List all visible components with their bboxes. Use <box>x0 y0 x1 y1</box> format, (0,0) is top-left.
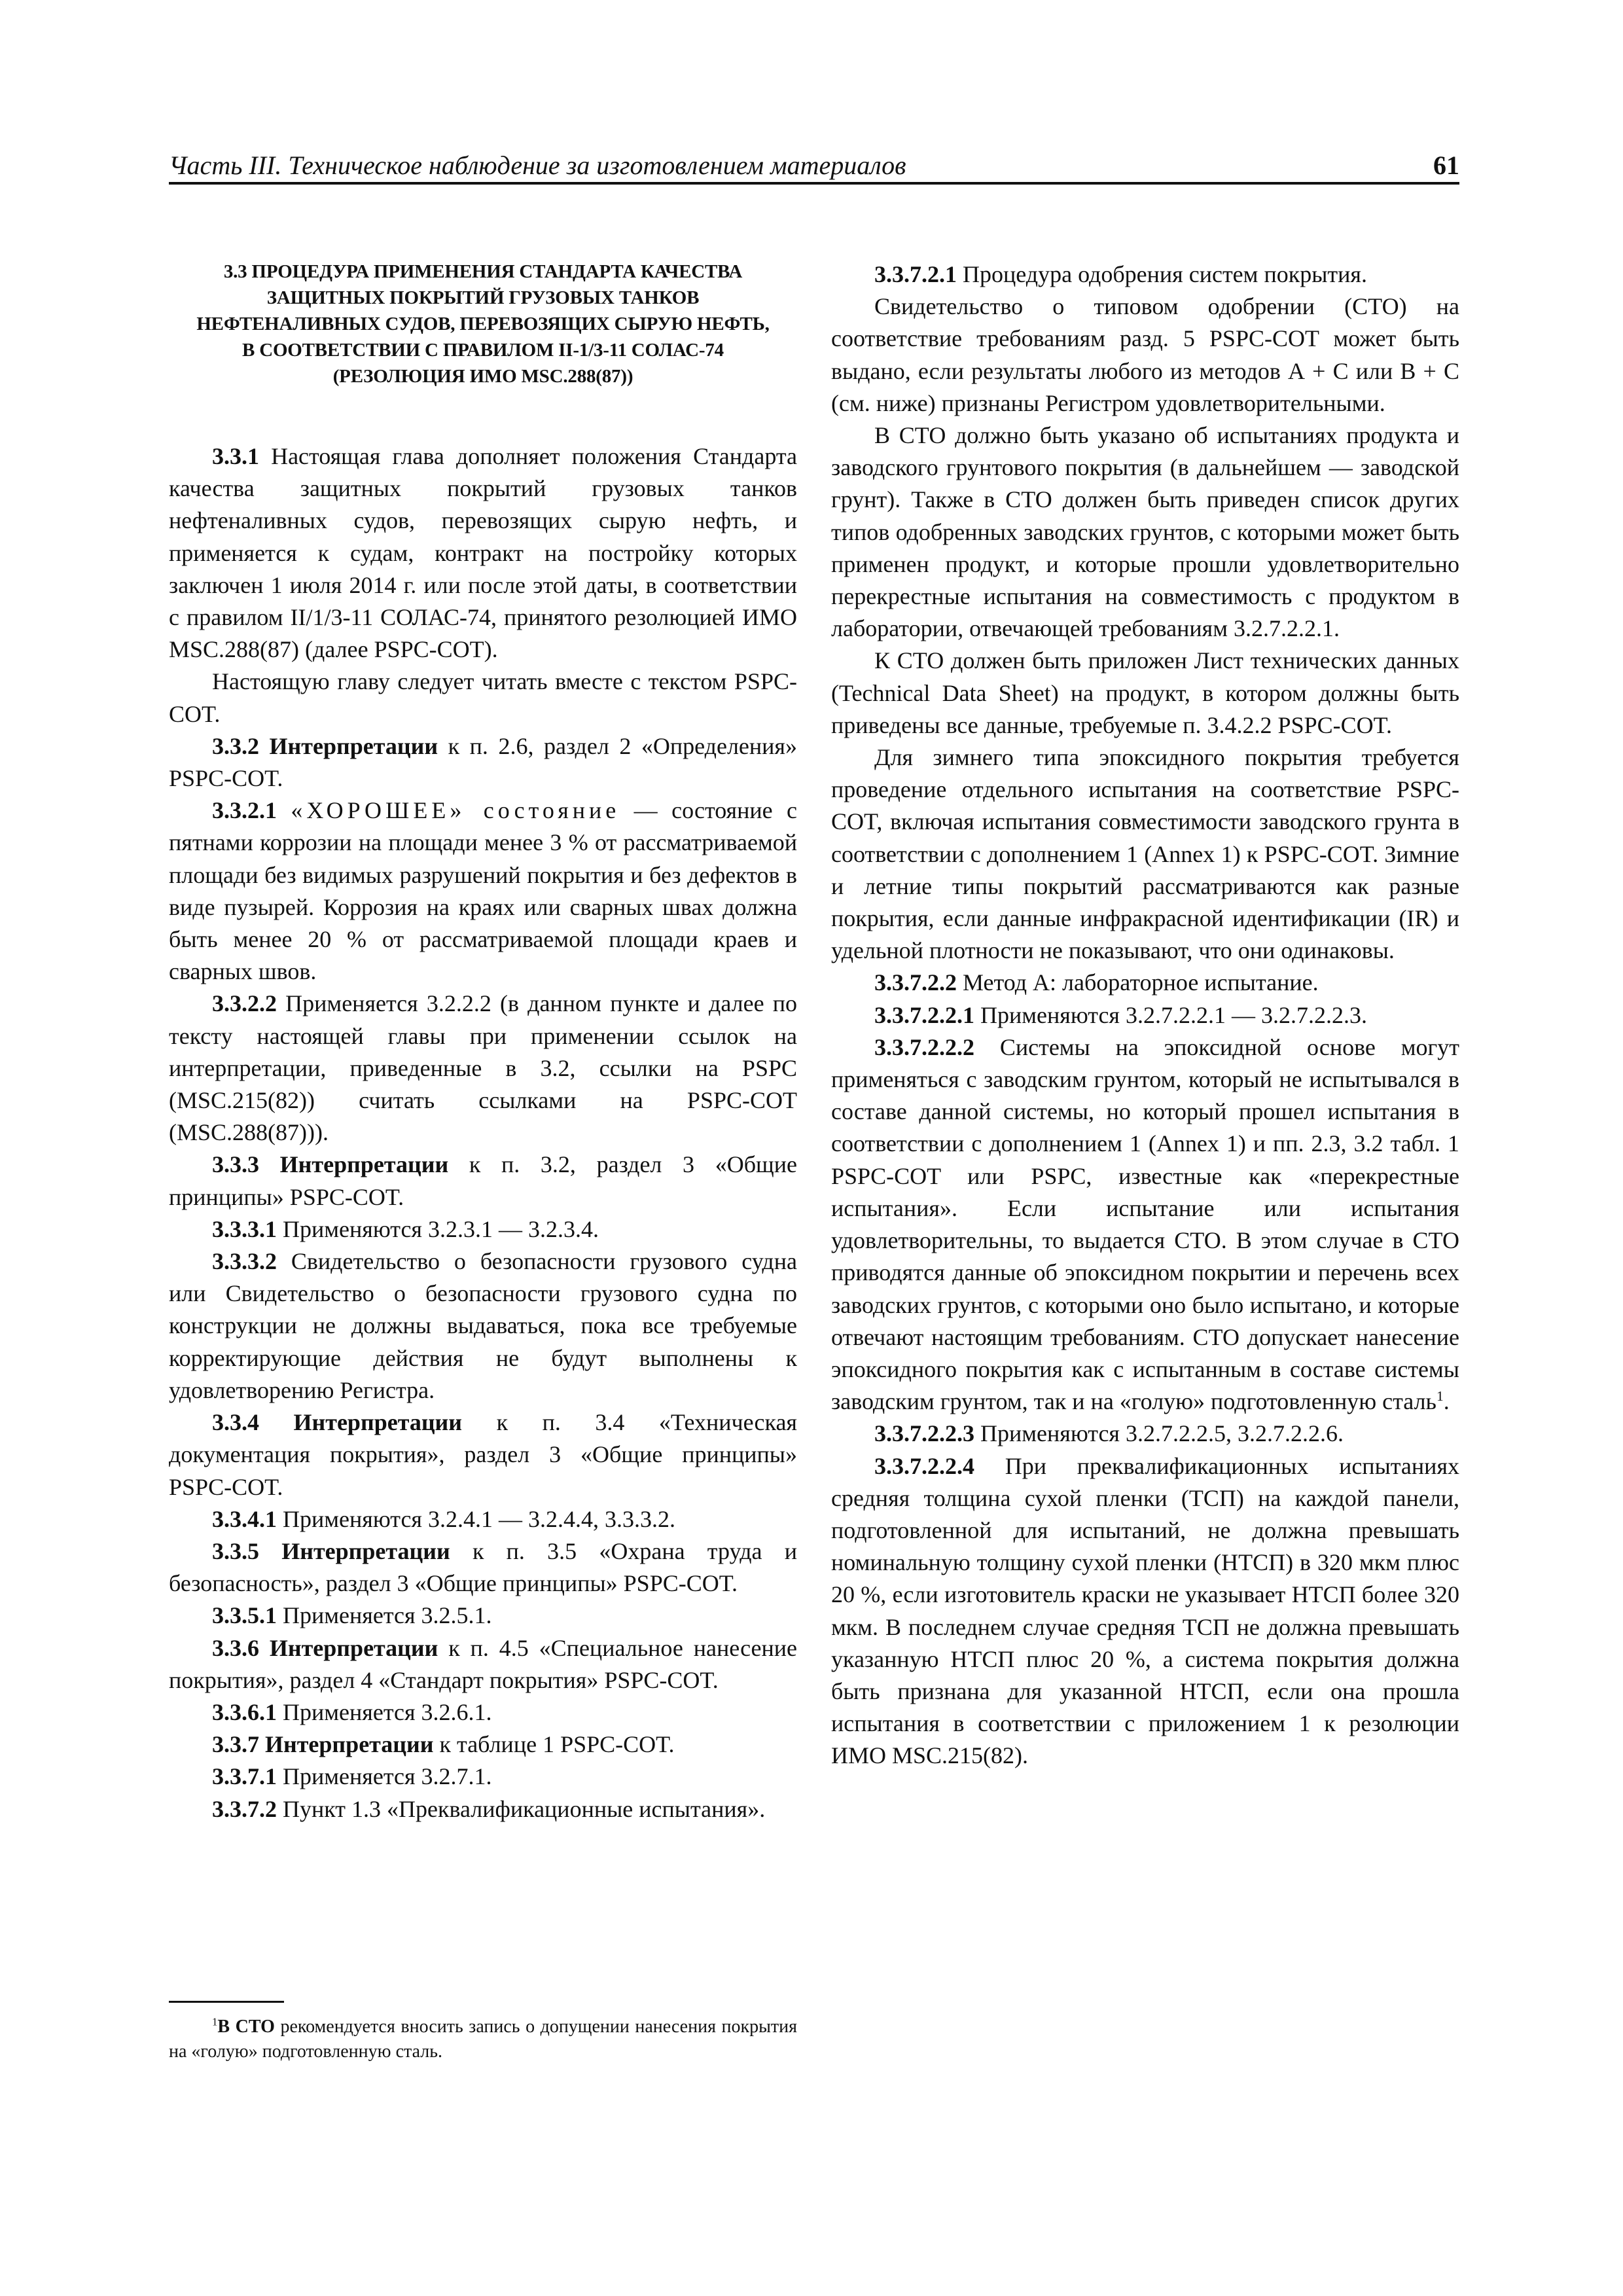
running-header-title: Часть III. Техническое наблюдение за изготовлением материалов <box>169 151 906 180</box>
footnote-rule <box>169 2001 284 2003</box>
footnote-lead: В СТО <box>217 2017 275 2037</box>
paragraph-3-3-7-1: 3.3.7.1 Применяется 3.2.7.1. <box>212 1763 492 1790</box>
footnote-reference: 1 <box>1436 1388 1444 1405</box>
paragraph-read-together: Настоящую главу следует читать вместе с текстом PSPC-COT. <box>169 668 797 727</box>
paragraph-3-3-7: 3.3.7 Интерпретации к таблице 1 PSPC-COT. <box>212 1731 675 1758</box>
footnote-text: рекомендуется вносить запись о допущении нанесения покрытия на «голую» подготовленную сталь. <box>169 2017 797 2062</box>
section-title-line: (РЕЗОЛЮЦИЯ ИМО MSC.288(87)) <box>332 366 633 387</box>
paragraph-3-3-7-2-1: 3.3.7.2.1 Процедура одобрения систем покрытия. <box>874 261 1367 287</box>
paragraph-3-3-7-2-2-3: 3.3.7.2.2.3 Применяются 3.2.7.2.2.5, 3.2.7.2.2.6. <box>874 1420 1344 1447</box>
paragraph-3-3-6-1: 3.3.6.1 Применяется 3.2.6.1. <box>212 1698 492 1725</box>
paragraph-data-sheet: К СТО должен быть приложен Лист технических данных (Technical Data Sheet) на продукт, в котором должны быть приведены все данные, требуемые п. 3.4.2.2 PSPC-COT. <box>831 647 1459 738</box>
footnote-mark: 1 <box>212 2015 218 2028</box>
section-title-line: ЗАЩИТНЫХ ПОКРЫТИЙ ГРУЗОВЫХ ТАНКОВ <box>266 287 700 308</box>
paragraph-3-3-3-1: 3.3.3.1 Применяются 3.2.3.1 — 3.2.3.4. <box>212 1215 599 1242</box>
paragraph-3-3-7-2-2-4: 3.3.7.2.2.4 При преквалификационных испытаниях средняя толщина сухой пленки (ТСП) на каждой панели, подготовленной для испытаний, не должна превышать номинальную толщину сухой пленки (НТСП) в 320 мкм плюс 20 %, если изготовитель краски не указывает НТСП более 320 мкм. В последнем случае средняя ТСП не должна превышать указанную НТСП плюс 20 %, а система покрытия должна быть признана для указанной НТСП, если она прошла испытания в соответствии с приложением 1 к резолюции ИМО MSC.215(82). <box>831 1452 1459 1769</box>
paragraph-3-3-3: 3.3.3 Интерпретации к п. 3.2, раздел 3 «Общие принципы» PSPC-COT. <box>169 1151 797 1210</box>
section-title-line: В СООТВЕТСТВИИ С ПРАВИЛОМ II-1/3-11 СОЛАС-74 <box>242 340 724 361</box>
paragraph-3-3-6: 3.3.6 Интерпретации к п. 4.5 «Специальное нанесение покрытия», раздел 4 «Стандарт покрытия» PSPC-COT. <box>169 1634 797 1693</box>
paragraph-3-3-7-2-2-1: 3.3.7.2.2.1 Применяются 3.2.7.2.2.1 — 3.2.7.2.2.3. <box>874 1001 1367 1028</box>
paragraph-sto-tests: В СТО должно быть указано об испытаниях продукта и заводского грунтового покрытия (в дальнейшем — заводской грунт). Также в СТО должен быть приведен список других типов одобренных заводских грунтов, с которыми может быть применен продукт, и которые прошли удовлетворительно перекрестные испытания на совместимость с продуктом в лаборатории, отвечающей требованиям 3.2.7.2.2.1. <box>831 422 1459 642</box>
section-title-line: 3.3 ПРОЦЕДУРА ПРИМЕНЕНИЯ СТАНДАРТА КАЧЕСТВА <box>223 261 743 282</box>
page-number: 61 <box>1433 151 1459 180</box>
paragraph-3-3-4: 3.3.4 Интерпретации к п. 3.4 «Техническая документация покрытия», раздел 3 «Общие принципы» PSPC-COT. <box>169 1409 797 1500</box>
paragraph-type-approval: Свидетельство о типовом одобрении (СТО) на соответствие требованиям разд. 5 PSPC-COT может быть выдано, если результаты любого из методов А + С или В + С (см. ниже) признаны Регистром удовлетворительными. <box>831 293 1459 416</box>
right-column <box>831 259 1459 1772</box>
paragraph-3-3-4-1: 3.3.4.1 Применяются 3.2.4.1 — 3.2.4.4, 3.3.3.2. <box>212 1505 675 1532</box>
footnote <box>169 2015 797 2064</box>
paragraph-3-3-1: 3.3.1 Настоящая глава дополняет положения Стандарта качества защитных покрытий грузовых танков нефтеналивных судов, перевозящих сырую нефть, и применяется к судам, контракт на постройку которых заключен 1 июля 2014 г. или после этой даты, в соответствии с правилом II/1/3-11 СОЛАС-74, принятого резолюцией ИМО MSC.288(87) (далее PSPC-COT). <box>169 443 797 663</box>
paragraph-3-3-7-2-2: 3.3.7.2.2 Метод А: лабораторное испытание. <box>874 969 1319 996</box>
left-column <box>169 259 797 1825</box>
paragraph-3-3-3-2: 3.3.3.2 Свидетельство о безопасности грузового судна или Свидетельство о безопасности грузового судна по конструкции не должны выдаваться, пока все требуемые корректирующие действия не будут выполнены к удовлетворению Регистра. <box>169 1248 797 1403</box>
paragraph-3-3-7-2-2-2: 3.3.7.2.2.2 Системы на эпоксидной основе могут применяться с заводским грунтом, который не испытывался в составе данной системы, но который прошел испытания в соответствии с дополнением 1 (Annex 1) и пп. 2.3, 3.2 табл. 1 PSPC-COT или PSPC, известные как «перекрестные испытания». Если испытание или испытания удовлетворительны, то выдается СТО. В этом случае в СТО приводятся данные об эпоксидном покрытии и перечень всех заводских грунтов, с которыми оно было испытано, и которые отвечают настоящим требованиям. СТО допускает нанесение эпоксидного покрытия как с испытанным в составе системы заводским грунтом, так и на «голую» подготовленную сталь$^1$. <box>831 1033 1459 1415</box>
paragraph-3-3-2-1: 3.3.2.1 «ХОРОШЕЕ» состояние — состояние с пятнами коррозии на площади менее 3 % от рассматриваемой площади без видимых разрушений покрытия и без дефектов в виде пузырей. Коррозия на краях или сварных швах должна быть менее 20 % от рассматриваемой площади краев и сварных швов. <box>169 797 797 985</box>
paragraph-3-3-2-2: 3.3.2.2 Применяется 3.2.2.2 (в данном пункте и далее по тексту настоящей главы при применении ссылок на интерпретации, приведенные в 3.2, ссылки на PSPC (MSC.215(82)) считать ссылками на PSPC-COT (MSC.288(87))). <box>169 990 797 1146</box>
paragraph-3-3-5: 3.3.5 Интерпретации к п. 3.5 «Охрана труда и безопасность», раздел 3 «Общие принципы» PSPC-COT. <box>169 1537 797 1597</box>
section-title-line: НЕФТЕНАЛИВНЫХ СУДОВ, ПЕРЕВОЗЯЩИХ СЫРУЮ НЕФТЬ, <box>196 314 770 334</box>
running-header <box>169 149 1459 182</box>
paragraph-3-3-5-1: 3.3.5.1 Применяется 3.2.5.1. <box>212 1602 492 1629</box>
section-title <box>169 259 797 389</box>
paragraph-3-3-2: 3.3.2 Интерпретации к п. 2.6, раздел 2 «Определения» PSPC-COT. <box>169 732 797 792</box>
header-rule <box>169 182 1459 185</box>
paragraph-3-3-7-2: 3.3.7.2 Пункт 1.3 «Преквалификационные испытания». <box>212 1795 766 1822</box>
paragraph-winter-type: Для зимнего типа эпоксидного покрытия требуется проведение отдельного испытания на соответствие PSPC-COT, включая испытания совместимости заводского грунта в соответствии с дополнением 1 (Annex 1) к PSPC-COT. Зимние и летние типы покрытий рассматриваются как разные покрытия, если данные инфракрасной идентификации (IR) и удельной плотности не показывают, что они одинаковы. <box>831 744 1459 964</box>
